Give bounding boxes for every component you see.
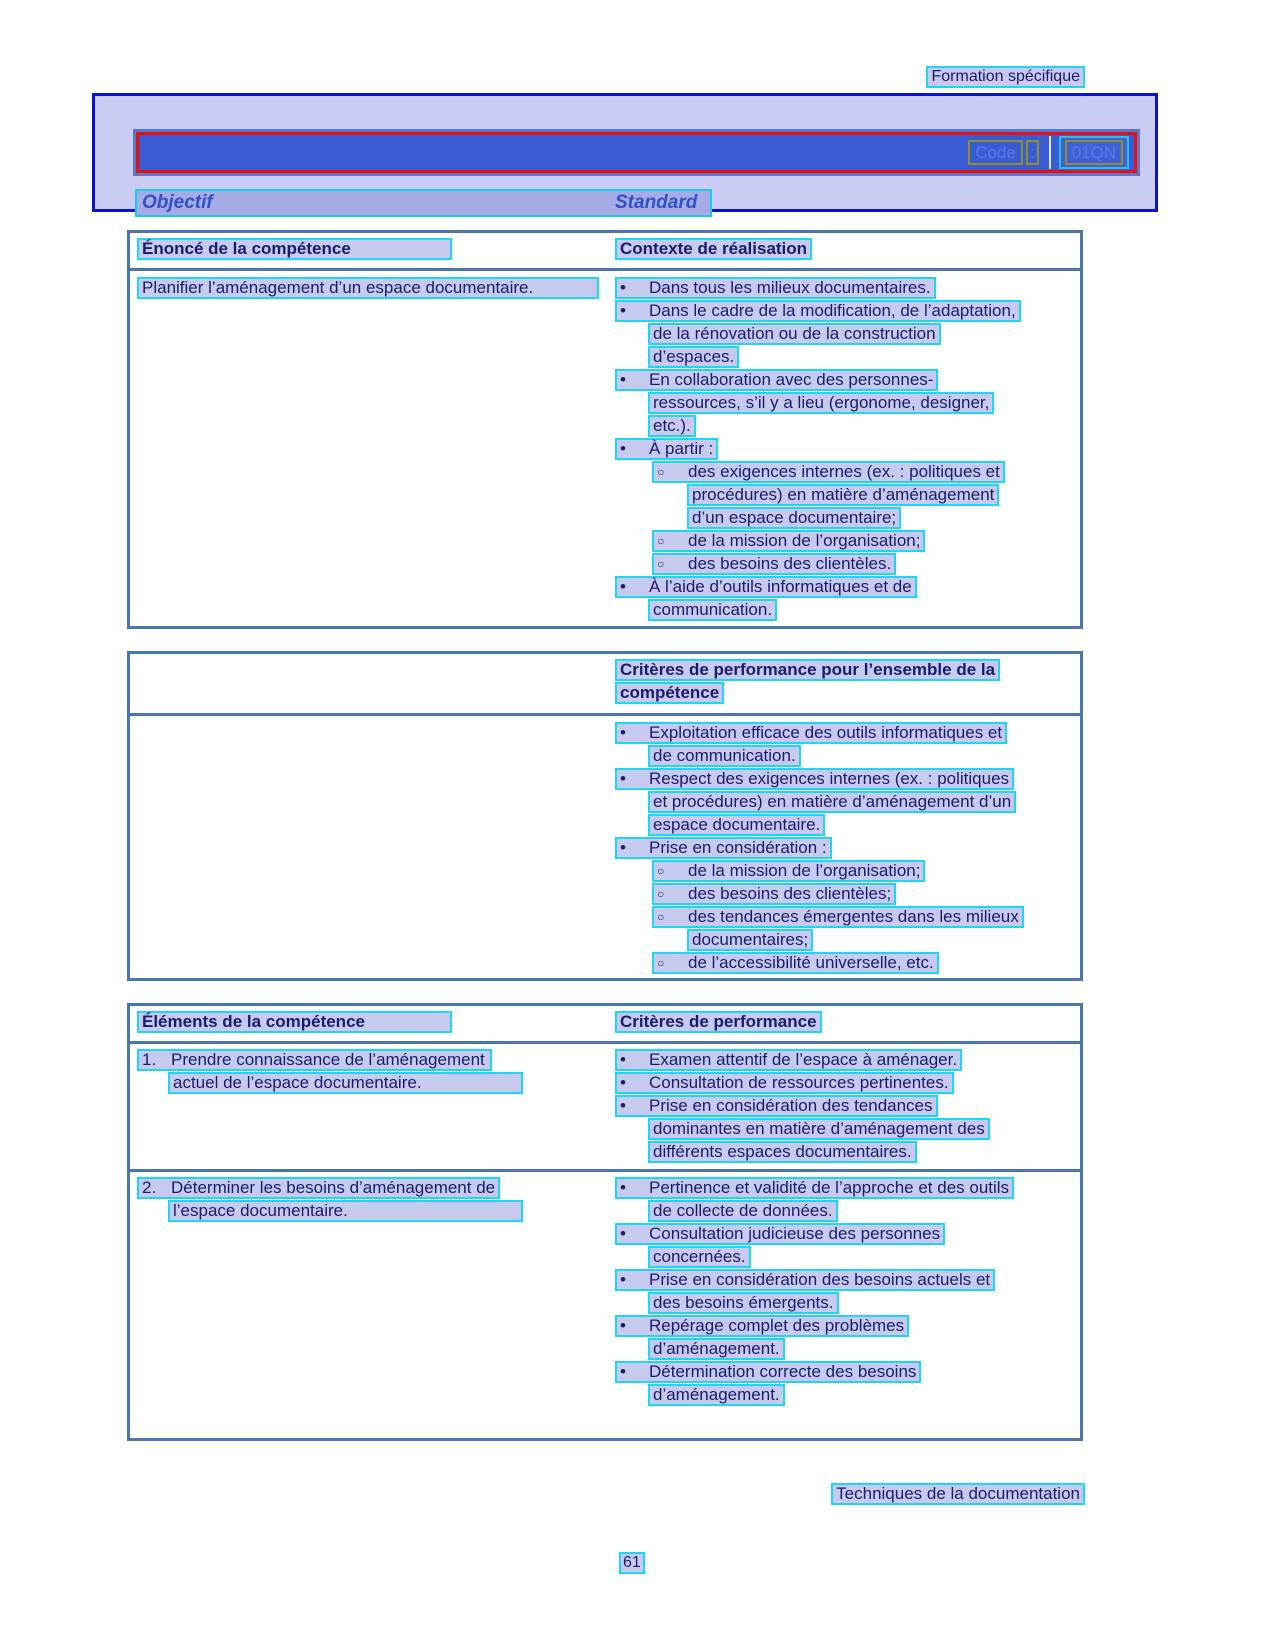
highlighted-text xyxy=(168,1200,523,1222)
text-content: l’espace documentaire. xyxy=(173,1201,348,1220)
highlighted-text xyxy=(168,1072,523,1094)
table-row xyxy=(130,1044,1080,1172)
highlighted-text xyxy=(652,530,925,552)
highlighted-text xyxy=(648,323,941,345)
highlighted-text xyxy=(652,883,896,905)
table-row xyxy=(130,1172,1080,1407)
list-item xyxy=(652,860,1080,882)
text-line-row xyxy=(615,1141,1080,1163)
text-content: concernées. xyxy=(653,1247,746,1266)
list-item xyxy=(615,1361,1080,1406)
list-item xyxy=(615,1223,1080,1268)
text-content: ressources, s’il y a lieu (ergonome, designer, xyxy=(653,393,990,412)
text-line-row xyxy=(615,323,1080,345)
highlighted-text xyxy=(615,438,718,460)
text-content: Prise en considération des besoins actuels et xyxy=(649,1270,991,1289)
list-item xyxy=(615,369,1080,437)
highlighted-text xyxy=(648,1200,838,1222)
text-line-row xyxy=(615,438,1080,460)
text-content: À l’aide d’outils informatiques et de xyxy=(649,577,912,596)
text-line-row xyxy=(615,1200,1080,1222)
text-line-row xyxy=(615,1269,1080,1291)
text-content: différents espaces documentaires. xyxy=(653,1142,912,1161)
bullet-icon: • xyxy=(620,301,626,320)
highlighted-text xyxy=(652,461,1005,483)
text-line-row xyxy=(652,553,1080,575)
text-content: Examen attentif de l’espace à aménager. xyxy=(649,1050,958,1069)
text-line-row xyxy=(615,1118,1080,1140)
bullet-icon: • xyxy=(620,1270,626,1289)
highlighted-text xyxy=(615,1223,945,1245)
highlighted-text xyxy=(648,415,696,437)
text-content: d’un espace documentaire; xyxy=(692,508,897,527)
item-number: 2. xyxy=(142,1178,157,1197)
highlighted-text xyxy=(615,277,936,299)
text-line-row xyxy=(615,1223,1080,1245)
code-value-box xyxy=(1059,136,1129,169)
text-content: Critères de performance pour l’ensemble de la xyxy=(620,660,996,679)
text-line-row xyxy=(652,952,1080,974)
title-bar-inner xyxy=(136,132,1137,173)
text-content: dominantes en matière d’aménagement des xyxy=(653,1119,985,1138)
list-item xyxy=(615,438,1080,460)
bullet-icon: • xyxy=(620,838,626,857)
highlighted-text xyxy=(615,682,724,704)
text-content: de collecte de données. xyxy=(653,1201,833,1220)
highlighted-text xyxy=(648,1292,839,1314)
criteres-ensemble-table xyxy=(127,651,1083,981)
empty-header-cell xyxy=(130,659,608,713)
sub-bullet-icon: ○ xyxy=(657,910,665,924)
list-item xyxy=(652,553,1080,575)
text-line-row xyxy=(615,1072,1080,1094)
text-content: Respect des exigences internes (ex. : politiques xyxy=(649,769,1010,788)
objectif-heading: Objectif xyxy=(142,192,213,213)
text-content: de la mission de l’organisation; xyxy=(688,531,921,550)
bullet-icon: • xyxy=(620,370,626,389)
column-header: Énoncé de la compétence xyxy=(137,238,452,260)
item-number: 1. xyxy=(142,1050,157,1069)
code-area xyxy=(968,135,1129,170)
text-line-row xyxy=(137,277,608,299)
highlighted-text xyxy=(615,1361,921,1383)
highlighted-text xyxy=(615,1095,938,1117)
bullet-icon: • xyxy=(620,723,626,742)
text-content: Prendre connaissance de l’aménagement xyxy=(171,1050,485,1069)
highlighted-text xyxy=(652,553,896,575)
highlighted-text xyxy=(648,1246,751,1268)
column-header: Contexte de réalisation xyxy=(615,238,812,260)
text-content: de communication. xyxy=(653,746,796,765)
bullet-icon: • xyxy=(620,1073,626,1092)
page-number-text: 61 xyxy=(619,1552,645,1574)
text-line-row xyxy=(615,300,1080,322)
table-header-row xyxy=(130,1006,1080,1044)
text-content: Détermination correcte des besoins xyxy=(649,1362,917,1381)
highlighted-text xyxy=(137,1177,500,1199)
criteres-list-cell xyxy=(608,722,1080,975)
enonce-competence-table xyxy=(127,230,1083,629)
highlighted-text xyxy=(615,768,1014,790)
bullet-icon: • xyxy=(620,1224,626,1243)
highlighted-text xyxy=(648,1338,785,1360)
highlighted-text xyxy=(652,952,939,974)
table-header-row xyxy=(130,233,1080,271)
highlighted-text xyxy=(615,1072,954,1094)
header-cell-contexte xyxy=(608,238,1080,268)
text-content: et procédures) en matière d’aménagement d’un xyxy=(653,792,1012,811)
list-item xyxy=(652,952,1080,974)
text-content: Repérage complet des problèmes xyxy=(649,1316,905,1335)
text-line-row xyxy=(652,530,1080,552)
list-item xyxy=(615,722,1080,767)
list-item xyxy=(137,1177,608,1222)
element-cell xyxy=(130,1049,608,1169)
text-content: Dans le cadre de la modification, de l’adaptation, xyxy=(649,301,1016,320)
sub-bullet-icon: ○ xyxy=(657,956,665,970)
highlighted-text xyxy=(648,814,825,836)
cell-divider-line xyxy=(1049,136,1051,169)
text-line-row xyxy=(652,883,1080,905)
text-content: communication. xyxy=(653,600,773,619)
highlighted-text xyxy=(615,659,1000,681)
bullet-icon: • xyxy=(620,769,626,788)
sub-bullet-icon: ○ xyxy=(657,557,665,571)
text-line-row xyxy=(615,1095,1080,1117)
text-content: procédures) en matière d’aménagement xyxy=(692,485,995,504)
elements-competence-table xyxy=(127,1003,1083,1441)
text-line-row xyxy=(615,791,1080,813)
text-line-row xyxy=(652,507,1080,529)
list-item xyxy=(615,1269,1080,1314)
code-separator: : xyxy=(1026,140,1039,165)
list-item xyxy=(615,1095,1080,1163)
highlighted-text xyxy=(615,1049,962,1071)
section-label xyxy=(926,66,1085,88)
highlighted-text xyxy=(615,837,832,859)
page-number xyxy=(619,1552,645,1574)
text-content: Déterminer les besoins d’aménagement de xyxy=(171,1178,496,1197)
bullet-icon: • xyxy=(620,1178,626,1197)
text-line-row xyxy=(137,1200,608,1222)
competency-title-bar xyxy=(133,129,1140,176)
header-cell-elements xyxy=(130,1011,608,1041)
section-label-text: Formation spécifique xyxy=(926,66,1085,88)
text-line-row xyxy=(615,659,1080,681)
highlighted-text xyxy=(615,1269,995,1291)
text-content: d’espaces. xyxy=(653,347,735,366)
highlighted-text xyxy=(652,906,1024,928)
list-item xyxy=(615,576,1080,621)
list-item xyxy=(615,659,1080,704)
highlighted-text xyxy=(687,484,999,506)
highlighted-text xyxy=(615,300,1021,322)
sub-bullet-icon: ○ xyxy=(657,534,665,548)
text-content: Consultation judicieuse des personnes xyxy=(649,1224,941,1243)
highlighted-text xyxy=(615,369,938,391)
text-line-row xyxy=(615,682,1080,704)
bullet-icon: • xyxy=(620,1096,626,1115)
text-content: des besoins émergents. xyxy=(653,1293,834,1312)
standard-heading: Standard xyxy=(615,192,698,213)
text-line-row xyxy=(615,369,1080,391)
text-line-row xyxy=(615,576,1080,598)
sub-bullet-icon: ○ xyxy=(657,465,665,479)
text-line-row xyxy=(615,392,1080,414)
header-cell-enonce xyxy=(130,238,608,268)
text-line-row xyxy=(652,461,1080,483)
list-item xyxy=(615,1315,1080,1360)
text-line-row xyxy=(652,860,1080,882)
text-content: de l’accessibilité universelle, etc. xyxy=(688,953,934,972)
list-item xyxy=(615,277,1080,299)
text-line-row xyxy=(615,346,1080,368)
text-line-row xyxy=(137,1177,608,1199)
text-content: À partir : xyxy=(649,439,714,458)
text-line-row xyxy=(615,1177,1080,1199)
text-content: des besoins des clientèles. xyxy=(688,554,892,573)
list-item xyxy=(615,1049,1080,1071)
empty-body-cell xyxy=(130,722,608,975)
code-label: Code xyxy=(968,140,1023,165)
text-line-row xyxy=(615,1361,1080,1383)
text-line-row xyxy=(615,1315,1080,1337)
text-content: espace documentaire. xyxy=(653,815,821,834)
text-line-row xyxy=(615,1049,1080,1071)
contexte-list-cell xyxy=(608,277,1080,622)
header-cell-criteres-ensemble xyxy=(608,659,1080,713)
criteres-cell xyxy=(608,1049,1080,1169)
highlighted-text xyxy=(615,1315,909,1337)
highlighted-text xyxy=(615,1177,1014,1199)
text-line-row xyxy=(615,599,1080,621)
program-name: Techniques de la documentation xyxy=(831,1483,1085,1505)
bullet-icon: • xyxy=(620,1316,626,1335)
highlighted-text xyxy=(648,745,801,767)
list-item xyxy=(652,530,1080,552)
text-content: de la rénovation ou de la construction xyxy=(653,324,936,343)
highlighted-text xyxy=(687,929,813,951)
bullet-icon: • xyxy=(620,1050,626,1069)
text-content: actuel de l’espace documentaire. xyxy=(173,1073,422,1092)
list-item xyxy=(615,1072,1080,1094)
text-content: Consultation de ressources pertinentes. xyxy=(649,1073,949,1092)
text-content: En collaboration avec des personnes- xyxy=(649,370,934,389)
text-line-row xyxy=(615,415,1080,437)
text-content: des exigences internes (ex. : politiques et xyxy=(688,462,1000,481)
list-item xyxy=(652,906,1080,951)
text-line-row xyxy=(652,906,1080,928)
header-cell-criteres xyxy=(608,1011,1080,1041)
competence-statement-cell xyxy=(130,277,608,622)
list-item xyxy=(615,768,1080,836)
bullet-icon: • xyxy=(620,439,626,458)
text-content: etc.). xyxy=(653,416,691,435)
list-item xyxy=(615,300,1080,368)
text-content: documentaires; xyxy=(692,930,809,949)
text-content: Prise en considération : xyxy=(649,838,827,857)
text-line-row xyxy=(137,1072,608,1094)
highlighted-text xyxy=(648,392,994,414)
text-line-row xyxy=(652,484,1080,506)
bullet-icon: • xyxy=(620,1362,626,1381)
table-header-row xyxy=(130,654,1080,716)
text-line-row xyxy=(615,1384,1080,1406)
text-line-row xyxy=(652,929,1080,951)
text-content: Planifier l’aménagement d’un espace documentaire. xyxy=(142,278,534,297)
highlighted-text xyxy=(137,1049,492,1071)
text-line-row xyxy=(615,837,1080,859)
text-content: des besoins des clientèles; xyxy=(688,884,892,903)
list-item xyxy=(652,461,1080,529)
text-line-row xyxy=(615,722,1080,744)
highlighted-text xyxy=(652,860,925,882)
list-item xyxy=(652,883,1080,905)
code-value: 01QN xyxy=(1065,140,1123,165)
text-line-row xyxy=(615,768,1080,790)
list-item xyxy=(615,1177,1080,1222)
text-content: de la mission de l’organisation; xyxy=(688,861,921,880)
text-content: Prise en considération des tendances xyxy=(649,1096,933,1115)
list-item xyxy=(137,277,608,299)
text-content: Dans tous les milieux documentaires. xyxy=(649,278,931,297)
program-footer-label xyxy=(831,1483,1085,1505)
text-content: d’aménagement. xyxy=(653,1339,780,1358)
text-line-row xyxy=(615,1292,1080,1314)
text-content: Exploitation efficace des outils informatiques et xyxy=(649,723,1003,742)
highlighted-text xyxy=(648,1384,785,1406)
highlighted-text xyxy=(648,791,1016,813)
criteres-cell xyxy=(608,1177,1080,1407)
text-content: Pertinence et validité de l’approche et des outils xyxy=(649,1178,1010,1197)
sub-bullet-icon: ○ xyxy=(657,887,665,901)
highlighted-text xyxy=(137,277,599,299)
highlighted-text xyxy=(687,507,901,529)
highlighted-text xyxy=(648,346,739,368)
highlighted-text xyxy=(648,1141,917,1163)
text-content: compétence xyxy=(620,683,720,702)
text-line-row xyxy=(137,1049,608,1071)
text-content: des tendances émergentes dans les milieux xyxy=(688,907,1019,926)
highlighted-text xyxy=(648,1118,990,1140)
highlighted-text xyxy=(648,599,777,621)
list-item xyxy=(615,837,1080,859)
objectif-standard-bar xyxy=(135,189,712,217)
element-cell xyxy=(130,1177,608,1407)
highlighted-text xyxy=(615,576,917,598)
text-line-row xyxy=(615,745,1080,767)
list-item xyxy=(137,1049,608,1094)
column-header: Critères de performance xyxy=(615,1011,822,1033)
text-line-row xyxy=(615,814,1080,836)
highlighted-text xyxy=(615,722,1007,744)
column-header: Éléments de la compétence xyxy=(137,1011,452,1033)
text-line-row xyxy=(615,1338,1080,1360)
bullet-icon: • xyxy=(620,577,626,596)
text-line-row xyxy=(615,277,1080,299)
table-body-row xyxy=(130,716,1080,975)
sub-bullet-icon: ○ xyxy=(657,864,665,878)
table-body-row xyxy=(130,271,1080,622)
text-line-row xyxy=(615,1246,1080,1268)
bullet-icon: • xyxy=(620,278,626,297)
text-content: d’aménagement. xyxy=(653,1385,780,1404)
